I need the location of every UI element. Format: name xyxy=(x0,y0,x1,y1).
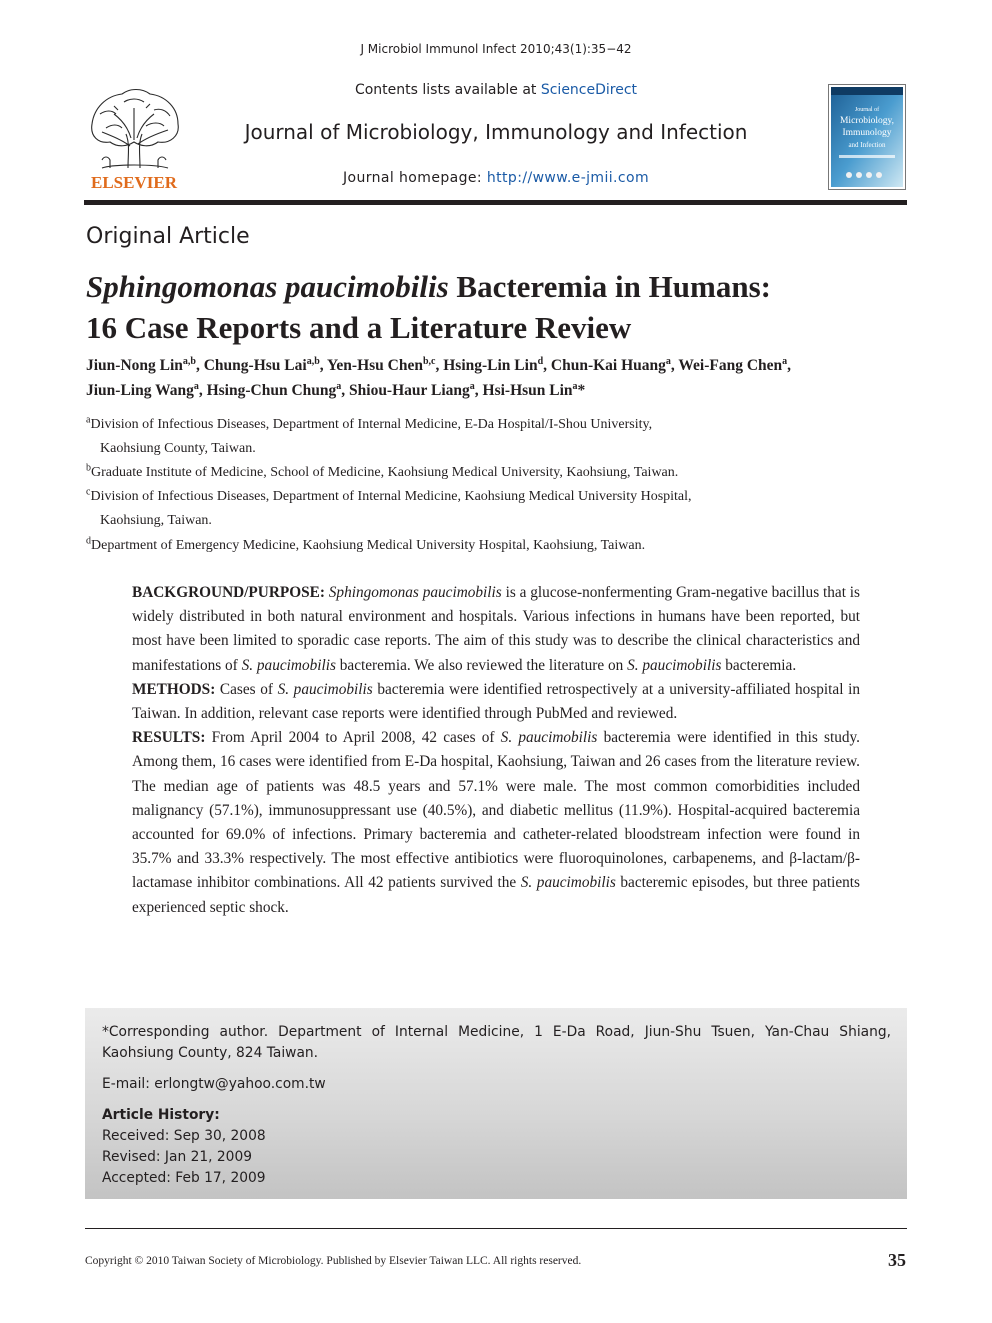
affiliation-c: $^c$Division of Infectious Diseases, Department of Internal Medicine, Kaohsiung Medical University Hospital, Kaohsiung, Taiwan. xyxy=(86,486,692,528)
accepted-date: Accepted: Feb 17, 2009 xyxy=(102,1170,266,1186)
article-type: Original Article xyxy=(86,224,250,249)
elsevier-wordmark: ELSEVIER xyxy=(91,173,177,190)
author: Chun-Kai Huang$^a$, xyxy=(550,355,679,374)
author: Hsing-Lin Lin$^d$, xyxy=(443,355,551,374)
author: Wei-Fang Chen$^a$, xyxy=(678,355,792,374)
affiliation-b: $^b$Graduate Institute of Medicine, School of Medicine, Kaohsiung Medical University, Kaohsiung, Taiwan. xyxy=(86,462,679,480)
journal-name: Journal of Microbiology, Immunology and Infection xyxy=(244,120,748,144)
author-email[interactable]: E-mail: erlongtw@yahoo.com.tw xyxy=(102,1076,326,1092)
cover-title-line-2: Microbiology, xyxy=(839,116,895,126)
title-line-1-rest: Bacteremia in Humans: xyxy=(448,269,771,304)
author: Hsing-Chun Chung$^a$, xyxy=(206,380,350,399)
title-species-name: Sphingomonas paucimobilis xyxy=(86,269,449,304)
contents-prefix: Contents lists available at xyxy=(354,82,541,98)
affiliation-d: $^d$Department of Emergency Medicine, Kaohsiung Medical University Hospital, Kaohsiung, Taiwan. xyxy=(86,535,646,553)
homepage-link[interactable]: http://www.e-jmii.com xyxy=(486,170,650,186)
journal-citation: J Microbiol Immunol Infect 2010;43(1):35−42 xyxy=(360,42,632,56)
footer-rule xyxy=(85,1228,907,1229)
author: Chung-Hsu Lai$^{a,b}$, xyxy=(203,355,327,374)
elsevier-logo xyxy=(84,84,184,190)
journal-cover-thumbnail xyxy=(828,84,906,190)
abstract-results: RESULTS: From April 2004 to April 2008, 42 cases of S. paucimobilis bacteremia were identified in this study. Among them, 16 cases were identified from E-Da hospital, Kaohsiung, Taiwan and 26 cases from the literature review. The median age of patients was 48.5 years and 57.1% were male. The most common comorbidities included malignancy (57.1%), immunosuppressant use (40.5%), and diabetic mellitus (11.9%). Hospital-acquired bacteremia accounted for 69.0% of infections. Primary bacteremia and catheter-related bloodstream infection were found in 35.7% and 33.3% respectively. The most effective antibiotics were fluoroquinolones, carbapenems, and β-lactam/β-lactamase inhibitor combinations. All 42 patients survived the S. paucimobilis bacteremic episodes, but three patients experienced septic shock. xyxy=(132,729,860,916)
copyright-notice: Copyright © 2010 Taiwan Society of Microbiology. Published by Elsevier Taiwan LLC. All rights reserved. xyxy=(85,1255,582,1267)
article-history-title: Article History: xyxy=(102,1107,220,1123)
abstract xyxy=(132,581,860,920)
title-line-2: 16 Case Reports and a Literature Review xyxy=(86,310,632,345)
page-number: 35 xyxy=(888,1250,906,1270)
author-list xyxy=(86,353,906,403)
corresponding-author: *Corresponding author. Department of Internal Medicine, 1 E-Da Road, Jiun-Shu Tsuen, Yan-Chau Shiang, Kaohsiung County, 824 Taiwan. xyxy=(102,1024,891,1061)
author: Jiun-Nong Lin$^{a,b}$, xyxy=(86,355,204,374)
cover-title-line-4: and Infection xyxy=(848,141,886,149)
correspondence-box xyxy=(85,1008,907,1199)
abstract-background: BACKGROUND/PURPOSE: Sphingomonas paucimobilis is a glucose-nonfermenting Gram-negative bacillus that is widely distributed in both natural environment and hospitals. Various infections in humans have been reported, but most have been limited to sporadic case reports. The aim of this study was to describe the clinical characteristics and manifestations of S. paucimobilis bacteremia. We also reviewed the literature on S. paucimobilis bacteremia. xyxy=(132,584,860,674)
cover-title-line-3: Immunology xyxy=(842,128,892,138)
elsevier-tree-icon xyxy=(84,84,184,190)
homepage-prefix: Journal homepage: xyxy=(342,170,487,186)
received-date: Received: Sep 30, 2008 xyxy=(102,1128,266,1144)
author: Jiun-Ling Wang$^a$, xyxy=(86,380,207,399)
author: Yen-Hsu Chen$^{b,c}$, xyxy=(326,355,444,374)
author: Hsi-Hsun Lin$^a$* xyxy=(482,380,586,399)
author: Shiou-Haur Liang$^a$, xyxy=(349,380,483,399)
cover-title-line-1: Journal of xyxy=(854,107,880,113)
abstract-methods: METHODS: Cases of S. paucimobilis bacteremia were identified retrospectively at a university-affiliated hospital in Taiwan. In addition, relevant case reports were identified through PubMed and reviewed. xyxy=(132,680,860,723)
article-title xyxy=(86,266,906,348)
affiliation-a: $^a$Division of Infectious Diseases, Department of Internal Medicine, E-Da Hospital/I-Shou University, Kaohsiung County, Taiwan. xyxy=(86,414,653,456)
revised-date: Revised: Jan 21, 2009 xyxy=(102,1149,253,1165)
header-rule xyxy=(84,200,907,205)
sciencedirect-link[interactable]: ScienceDirect xyxy=(540,82,638,98)
